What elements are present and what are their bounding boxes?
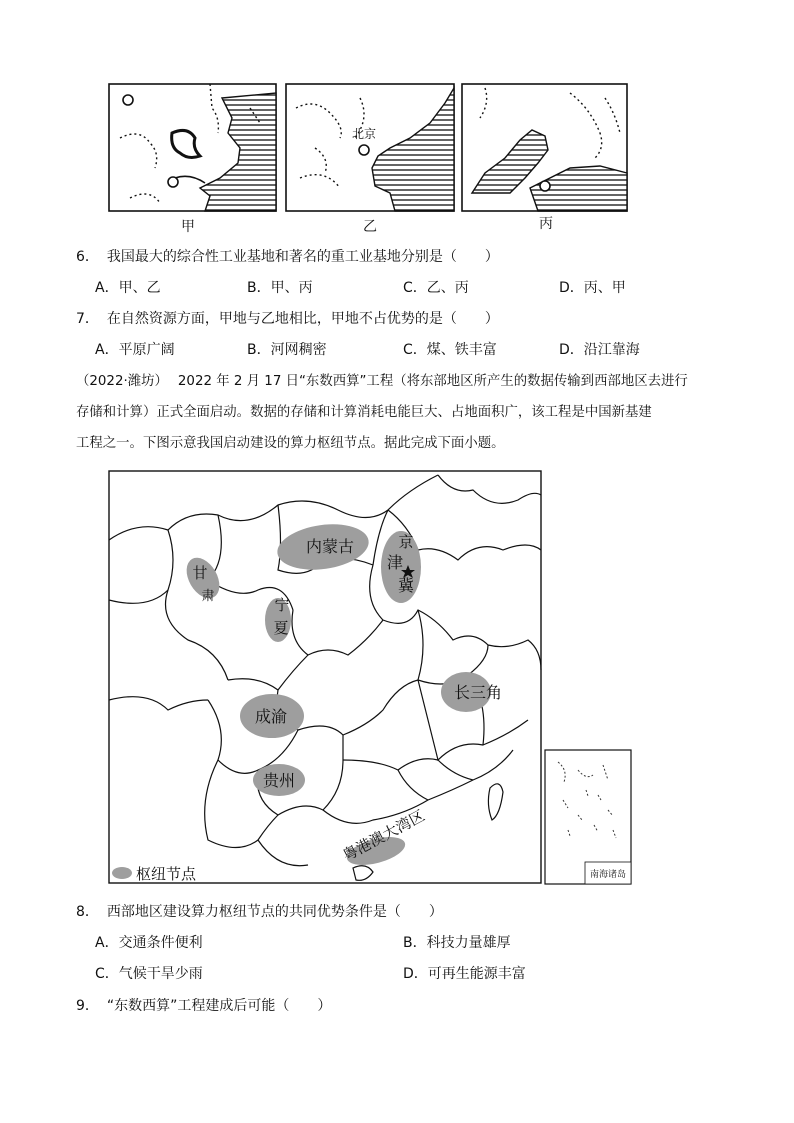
- passage-line-3: 工程之一。下图示意我国启动建设的算力枢纽节点。据此完成下面小题。: [76, 436, 505, 451]
- inset-label: 南海诸岛: [589, 870, 627, 880]
- q7-number: 7．: [76, 311, 99, 327]
- q9-number: 9．: [76, 998, 99, 1014]
- passage-source: （2022·潍坊）: [76, 374, 168, 389]
- q8-option-c[interactable]: C．气候干旱少雨: [95, 966, 203, 982]
- caption-jia: 甲: [181, 219, 195, 235]
- q8-option-a[interactable]: A．交通条件便利: [95, 935, 203, 951]
- passage: [76, 366, 726, 459]
- map-bing: [462, 84, 627, 211]
- caption-yi: 乙: [363, 219, 377, 235]
- south-china-sea-inset: [545, 750, 631, 884]
- q8-option-b[interactable]: B．科技力量雄厚: [403, 935, 511, 951]
- q7-option-b[interactable]: B．河网稠密: [247, 342, 327, 358]
- passage-line-2: 存储和计算）正式全面启动。数据的存储和计算消耗电能巨大、占地面积广，该工程是中国新基建: [76, 405, 652, 420]
- label-yuegangao: 粤港澳大湾区: [339, 806, 428, 865]
- label-gansu-1: 甘: [192, 564, 208, 582]
- q7-option-a[interactable]: A．平原广阔: [95, 342, 175, 358]
- q7-option-d[interactable]: D．沿江靠海: [559, 342, 640, 358]
- map-legend: [110, 864, 197, 883]
- passage-line-1: （2022·潍坊） 2022 年 2 月 17 日“东数西算”工程（将东部地区所产生的数据传输到西部地区去进行: [76, 374, 688, 389]
- caption-bing: 丙: [539, 216, 553, 232]
- q9-stem: “东数西算”工程建成后可能（ ）: [106, 998, 332, 1014]
- label-ningxia-2: 夏: [273, 619, 289, 637]
- q6-option-c[interactable]: C．乙、丙: [403, 280, 469, 296]
- label-guizhou: 贵州: [262, 771, 296, 790]
- q8-stem: 西部地区建设算力枢纽节点的共同优势条件是（ ）: [106, 904, 443, 920]
- q6-option-b[interactable]: B．甲、丙: [247, 280, 313, 296]
- label-ningxia-1: 宁: [274, 596, 290, 614]
- q8-number: 8．: [76, 904, 99, 920]
- q8-option-d[interactable]: D．可再生能源丰富: [403, 966, 526, 982]
- q7-stem: 在自然资源方面，甲地与乙地相比，甲地不占优势的是（ ）: [106, 311, 499, 327]
- label-chengyu: 成渝: [254, 707, 288, 726]
- label-jingjinji-1: 京: [398, 533, 414, 551]
- q7-option-c[interactable]: C．煤、铁丰富: [403, 342, 497, 358]
- map-yi: [286, 84, 454, 211]
- q7-stem-line: [76, 309, 499, 329]
- label-gansu-2: 肃: [201, 589, 215, 604]
- legend-label: 枢纽节点: [136, 865, 197, 883]
- map-jia: [109, 84, 276, 211]
- q6-number: 6．: [76, 249, 99, 265]
- q6-stem: 我国最大的综合性工业基地和著名的重工业基地分别是（ ）: [106, 249, 499, 265]
- label-jingjinji-3: 冀: [397, 576, 415, 595]
- computing-hub-map: [108, 470, 638, 886]
- label-changsanjiao: 长三角: [453, 683, 503, 702]
- q6-stem-line: [76, 247, 499, 267]
- q6-option-d[interactable]: D．丙、甲: [559, 280, 626, 296]
- top-maps-figure: [100, 78, 640, 238]
- label-jingjinji-2: 津: [386, 553, 404, 572]
- q8-stem-line: [76, 902, 443, 922]
- q9-stem-line: [76, 996, 331, 1016]
- q6-option-a[interactable]: A．甲、乙: [95, 280, 161, 296]
- legend-node-swatch: [112, 867, 132, 879]
- label-neimenggu: 内蒙古: [305, 537, 355, 556]
- beijing-label: 北京: [351, 127, 377, 141]
